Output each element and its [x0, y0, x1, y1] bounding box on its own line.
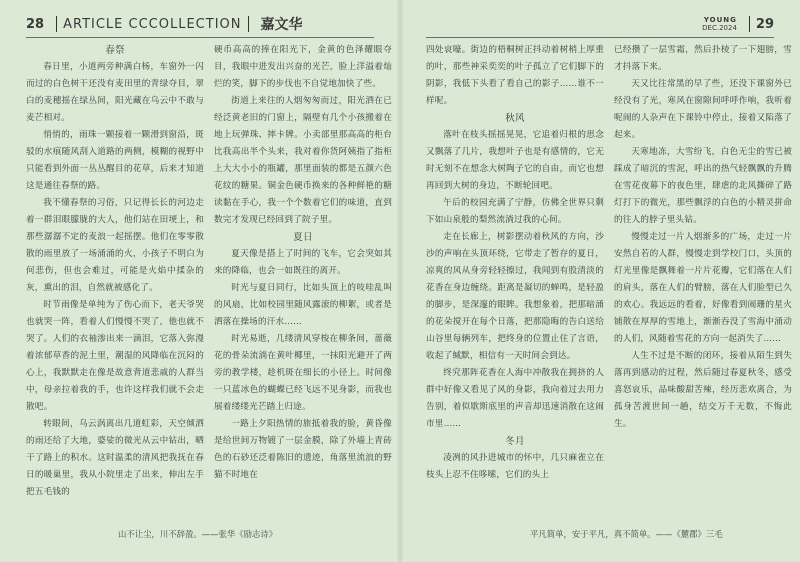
right-page-header — [702, 10, 774, 38]
right-page-number: 29 — [755, 16, 774, 32]
right-footer-quote: 平凡简单，安于平凡，真不简单。——《麓郡》三毛 — [530, 529, 723, 539]
paragraph: 慢慢走过一片人烟渐多的广场，走过一片安然自若的人群，慢慢走到学校门口，头顶的灯光里像是飘舞着一片片花瓣，它们落在人们的肩头，落在人们的臂膀，落在人们脸型已久的欢心。我远远的看着，好像看到闹珊的星火铺散在厚厚的雪地上，渐渐吞没了雪海中涌动的人们，风随着雪花的方向一起消失了…… — [614, 232, 792, 344]
paragraph: 终究那阵花香在人海中冲散我在拥挤的人群中好像又看见了风的身影，我向着过去用力告别，着似歇斯底里的声音却迅速消散在这闹市里…… — [426, 368, 604, 429]
paragraph: 四处哀嚎。街边的梧桐树正抖动着树梢上厚重的叶，那些神采奕奕的叶子孤立了它们脚下的阴影，我低下头看了看自己的影子……谁不一样呢。 — [426, 45, 604, 106]
paragraph: 一路上夕阳热情的旅抵着我的脸，黄昏像是给世间万物镀了一层金膜，除了外墙上青砖色的石砂还泛着陈旧的遗迹，角落里流浪的野猫不时地在 — [214, 419, 392, 480]
header-divider — [56, 16, 57, 32]
magazine-brand — [702, 16, 737, 32]
header-divider — [248, 16, 249, 32]
left-page-number: 28 — [26, 16, 45, 32]
header-rule — [26, 37, 374, 38]
author-name: 嘉文华 — [260, 17, 303, 33]
paragraph: 人生不过是不断的闭环，接着从陌生到失落再到感动的过程，然后随过春夏秋冬，感受喜怒哀乐，品味酸甜苦辣，经历悲欢离合，为孤身苦渡世间一趟，结交万千无数，不悔此生。 — [614, 351, 792, 429]
paragraph: 我不懂春祭的习俗，只记得长长的河边走着一群泪眼朦胧的大人，他们站在田埂上，和那些潺潺不定的麦浪一起摇摆。他们在零零散散的雨里放了一场涌涌的火，小孩子不明白为何悲伤，但也会难过，可能是火焰中揉杂的灰，熏出的泪，自然就被感化了。 — [26, 198, 204, 293]
left-footer-quote: 山不让尘，川不辞盈。——张华《励志诗》 — [118, 529, 278, 539]
paragraph: 已经攒了一层雪霜，然后扑棱了一下翅膀，雪才抖落下来。 — [614, 45, 792, 72]
paragraph: 硬币高高的捧在阳光下，金黄的色泽耀眼夺目，我眼中进发出兴奋的光芒，脸上洋溢着灿烂的笑，脚下的步伐也不自觉地加快了些。 — [214, 45, 392, 89]
article-column-2 — [214, 42, 392, 484]
paragraph: 时光与夏日同行，比如头顶上的吱哇乱叫的风扇，比如校园里随风露滚的柳絮，或者是洒落在操场的汗水…… — [214, 283, 392, 327]
section-heading-autumn: 秋风 — [505, 113, 525, 124]
paragraph: 转眼间，乌云涡离出几道虹彩，天空倾洒的雨还给了大地，婆娑的微光从云中钻出，晒干了路上的积水。这时温柔的清风把我抚在春日的暖巢里，我从小院里走了出来，伸出左手把五毛钱的 — [26, 419, 204, 497]
brand-name: YOUNG — [703, 16, 737, 24]
paragraph: 天寒地冻，大雪纷飞，白色无尘的雪已被踩成了暗沉的雪泥，呼出的热气轻飘飘的升腾在雪花夜幕下的夜色里，肆虐的北风撕碎了路灯打下的微光，那些飘浮的白色的小精灵拼命的往人的脖子里头钻。 — [614, 147, 792, 225]
header-divider — [749, 16, 750, 32]
paragraph: 走在长廊上，树影摆动着秋风的方向，沙沙的声响在头顶环绕，它带走了暂存的夏日，凉爽的风从身旁轻轻擦过，我闻到有股清淡的花香在身边缠绕。距离是凝切的蝉鸣，是轻盈的脚步，是深邃的眼眸。我想象着，把那暗涌的花朵搅开在每个日落，把那隐晦的告白送给山谷里每辆列车，把终身的位置止住了言语，收起了缄默，相信有一天时间会到达。 — [426, 232, 604, 361]
paragraph: 夏天像是搭上了时间的飞车，它会突如其来的降临，也会一如既往的离开。 — [214, 249, 392, 276]
issue-date: DEC.2024 — [702, 24, 737, 32]
article-column-4 — [614, 42, 792, 433]
paragraph: 凌冽的风扑进城市的怀中，几只麻雀立在枝头上忍不住哆嗦，它们的头上 — [426, 453, 604, 480]
paragraph: 午后的校园充满了宁静，仿佛全世界只剩下如山泉般的梨然流淌过我的心间。 — [426, 198, 604, 225]
page-gutter — [396, 0, 404, 562]
article-column-1 — [26, 42, 204, 501]
paragraph: 落叶在枝头摇摇晃晃，它追着归根的思念又飘落了几片，我想叶子也是有感情的，它无时无刻不在想念大树陶子它的自由，而它也想再回到大树的身边，不断轮回吧。 — [426, 130, 604, 191]
left-page-header — [26, 10, 303, 38]
paragraph: 天又比往常黑的早了些，还没下课窗外已经没有了光，寒风在窗隙间呼呼作响，我听着呢闹的人杂声在下课铃中停止，接着又陷落了起来。 — [614, 79, 792, 140]
paragraph: 时光易逝，几缕清风穿梭在柳条间，蔷薇花的骨朵流淌在黄叶椰里，一抹阳光避开了两旁的教学楼，趁机斑在细长的小径上。时间像一只蓝冰色的蝴蝶已经飞远不见身影，而我也展着缕缕光芒踏上归途。 — [214, 334, 392, 412]
section-heading-summer: 夏日 — [293, 232, 313, 243]
paragraph: 春日里，小道两旁种满白杨，车窗外一闪而过的白色树干还没有麦田里的青绿夺目，翠白的麦穗摇在绿丛间，阳光藏在乌云中不敢与麦芒相对。 — [26, 62, 204, 123]
right-page — [400, 0, 800, 562]
column-name: ARTICLE CCCOLLECTION — [63, 16, 242, 32]
article-column-3 — [426, 42, 604, 484]
paragraph: 时节雨像是单纯为了伤心而下，老天爷哭也就哭一阵，看着人们慢慢不哭了，他也就不哭了。人们的衣袖渗出来一滴泪，它落入弥漫着浓郁草香的泥土里，潮湿的风降临在沉闷的心上，我默默走在像是故意背道悲戚的人群当中，母亲拉着我的手，也许这样我们就不会走散吧。 — [26, 300, 204, 412]
section-heading-spring: 春祭 — [105, 45, 125, 56]
paragraph: 街道上来往的人烟匆匆而过，阳光洒在已经泛黄老旧的门窗上，隔壁有几个小孩搬着在地上玩弹珠、摔卡牌。小卖部里那高高的柜台比我高出半个头来，我对着你货阿姨指了指柜上大大小小的瓶罐，那里面装的都是五颜六色花纹的糖果。铜金色硬币换来的各种鲜艳的糖读黏在手心，我一个个数着它们的味道，直到数完才发现已经回到了院子里。 — [214, 96, 392, 225]
section-heading-winter: 冬月 — [505, 436, 525, 447]
paragraph: 悄悄的，雨珠一颗接着一颗滑到窗沿，斑驳的水痕随风刮入道路的两侧，模糊的视野中只能看到外面一丛丛醒目的花草，后来才知道这是通往春祭的路。 — [26, 130, 204, 191]
header-rule — [426, 37, 774, 38]
